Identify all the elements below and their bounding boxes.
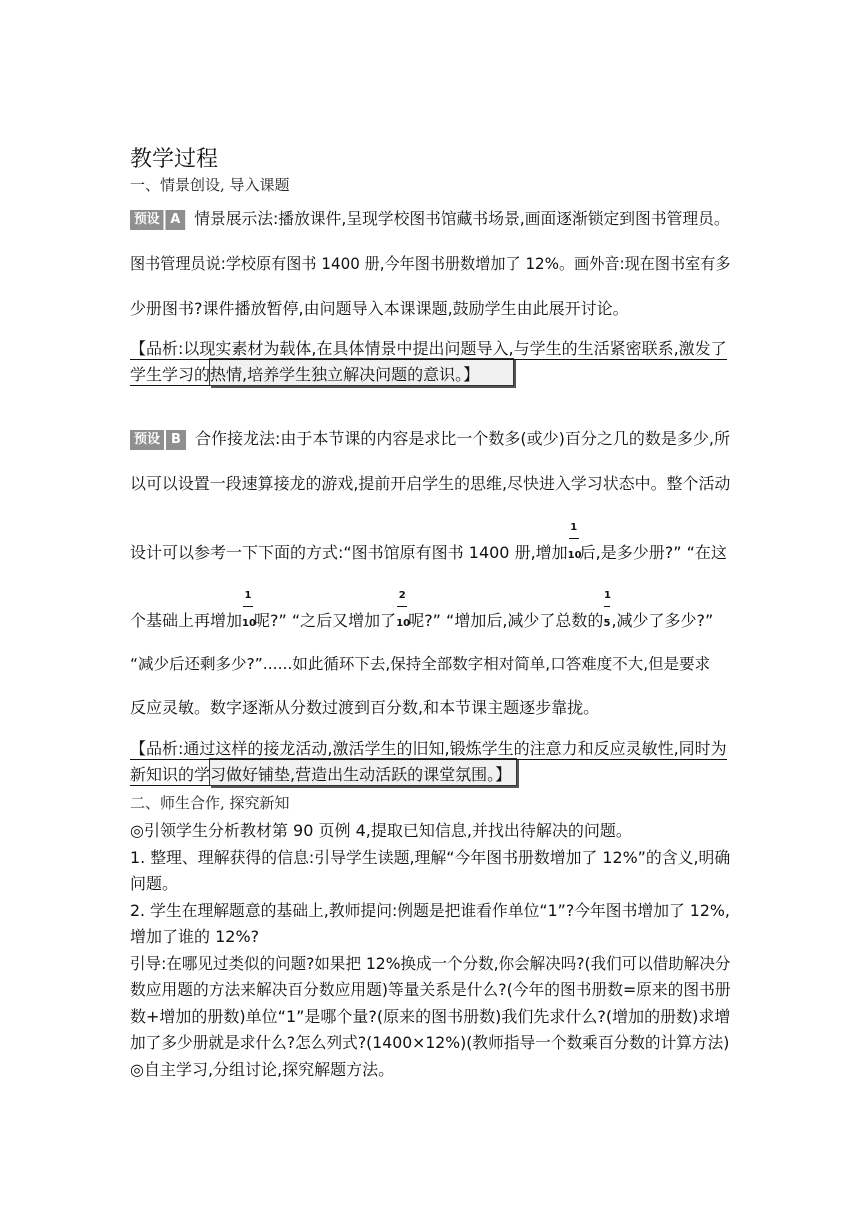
preset-b-badge: [130, 430, 186, 450]
preset-b-text-4b: 呢?” “之后又增加了: [254, 611, 397, 630]
preset-a-line-3: 少册图书?课件播放暂停,由问题导入本课课题,鼓励学生由此展开讨论。: [130, 299, 629, 318]
section-heading-2: 二、师生合作, 探究新知: [130, 794, 290, 812]
preset-b-text-4d: ,减少了多少?”: [611, 611, 714, 630]
preset-b-line-5: “减少后还剩多少?”......如此循环下去,保持全部数字相对简单,口答难度不大,但是要求: [130, 655, 711, 673]
preset-b-line-6: 反应灵敏。数字逐渐从分数过渡到百分数,和本节课主题逐步靠拢。: [130, 698, 600, 717]
body-line-10: ◎自主学习,分组讨论,探究解题方法。: [130, 1060, 395, 1079]
fraction-1-10-b: [242, 590, 256, 630]
analysis-b-line-2: [130, 762, 511, 785]
section-heading-1: 一、情景创设, 导入课题: [130, 176, 290, 194]
preset-b-text-3b: 后,是多少册?” “在这: [579, 543, 727, 562]
fraction-numerator: 2: [398, 590, 406, 601]
fraction-denominator: 5: [603, 618, 611, 629]
fraction-1-5: [603, 590, 611, 630]
body-line-7: 数应用题的方法来解决百分数应用题)等量关系是什么?(今年的图书册数=原来的图书册: [130, 980, 731, 999]
preset-a-line-2: 图书管理员说:学校原有图书 1400 册,今年图书册数增加了 12%。画外音:现在图书室有多: [130, 254, 731, 273]
fraction-denominator: 10: [396, 618, 411, 629]
fraction-denominator: 10: [242, 618, 256, 629]
analysis-b-text-1: 【品析:通过这样的接龙活动,激活学生的旧知,锻炼学生的注意力和反应灵敏性,同时为: [130, 739, 727, 758]
preset-b-line-2: 以可以设置一段速算接龙的游戏,提前开启学生的思维,尽快进入学习状态中。整个活动: [130, 474, 731, 493]
fraction-1-10: [567, 522, 582, 562]
badge-letter: A: [165, 210, 185, 230]
badge-letter: B: [166, 430, 186, 450]
preset-a-text-1: 情景展示法:播放课件,呈现学校图书馆藏书场景,画面逐渐锁定到图书管理员。: [194, 209, 730, 228]
analysis-a-text-1: 【品析:以现实素材为载体,在具体情景中提出问题导入,与学生的生活紧密联系,激发了: [130, 339, 727, 358]
preset-b-text-4c: 呢?” “增加后,减少了总数的: [408, 611, 604, 630]
body-line-2: 1. 整理、理解获得的信息:引导学生读题,理解“今年图书册数增加了 12%”的含义,明确: [130, 848, 731, 867]
fraction-numerator: 1: [244, 590, 252, 601]
analysis-a-text-2b: 热情,培养学生独立解决问题的意识。】: [210, 365, 480, 384]
body-line-9: 加了多少册就是求什么?怎么列式?(1400×12%)(教师指导一个数乘百分数的计算方法): [130, 1033, 730, 1052]
body-line-6: 引导:在哪见过类似的问题?如果把 12%换成一个分数,你会解决吗?(我们可以借助解决分: [130, 954, 731, 973]
preset-b-line-3: [130, 522, 727, 563]
fraction-numerator: 1: [570, 522, 578, 533]
preset-b-line-4: [130, 590, 714, 631]
analysis-a-line-2: [130, 362, 479, 385]
preset-b-text-1: 合作接龙法:由于本节课的内容是求比一个数多(或少)百分之几的数是多少,所: [195, 429, 730, 448]
analysis-b-text-2a: 新知识的学: [130, 765, 211, 784]
preset-b-text-3a: 设计可以参考一下下面的方式:“图书馆原有图书 1400 册,增加: [130, 543, 568, 562]
body-line-5: 增加了谁的 12%?: [130, 927, 260, 946]
fraction-2-10: [396, 590, 411, 630]
badge-key: 预设: [130, 210, 164, 230]
body-line-3: 问题。: [130, 874, 179, 893]
preset-a-badge: [130, 210, 185, 230]
analysis-b-text-2b: 习做好铺垫,营造出生动活跃的课堂氛围。】: [210, 765, 512, 784]
badge-key: 预设: [130, 430, 164, 450]
analysis-b-line-1: [130, 736, 727, 759]
body-line-4: 2. 学生在理解题意的基础上,教师提问:例题是把谁看作单位“1”?今年图书增加了 12%,: [130, 901, 730, 920]
preset-a-line-1: [130, 206, 730, 230]
analysis-a-line-1: [130, 336, 727, 359]
analysis-a-text-2a: 学生学习的: [130, 365, 211, 384]
body-line-8: 数+增加的册数)单位“1”是哪个量?(原来的图书册数)我们先求什么?(增加的册数)求增: [130, 1007, 731, 1026]
page-title: 教学过程: [130, 147, 219, 172]
fraction-numerator: 1: [603, 590, 611, 601]
preset-b-line-1: [130, 426, 730, 450]
fraction-denominator: 10: [567, 550, 582, 561]
body-line-1: ◎引领学生分析教材第 90 页例 4,提取已知信息,并找出待解决的问题。: [130, 821, 632, 840]
preset-b-text-4a: 个基础上再增加: [130, 611, 243, 630]
